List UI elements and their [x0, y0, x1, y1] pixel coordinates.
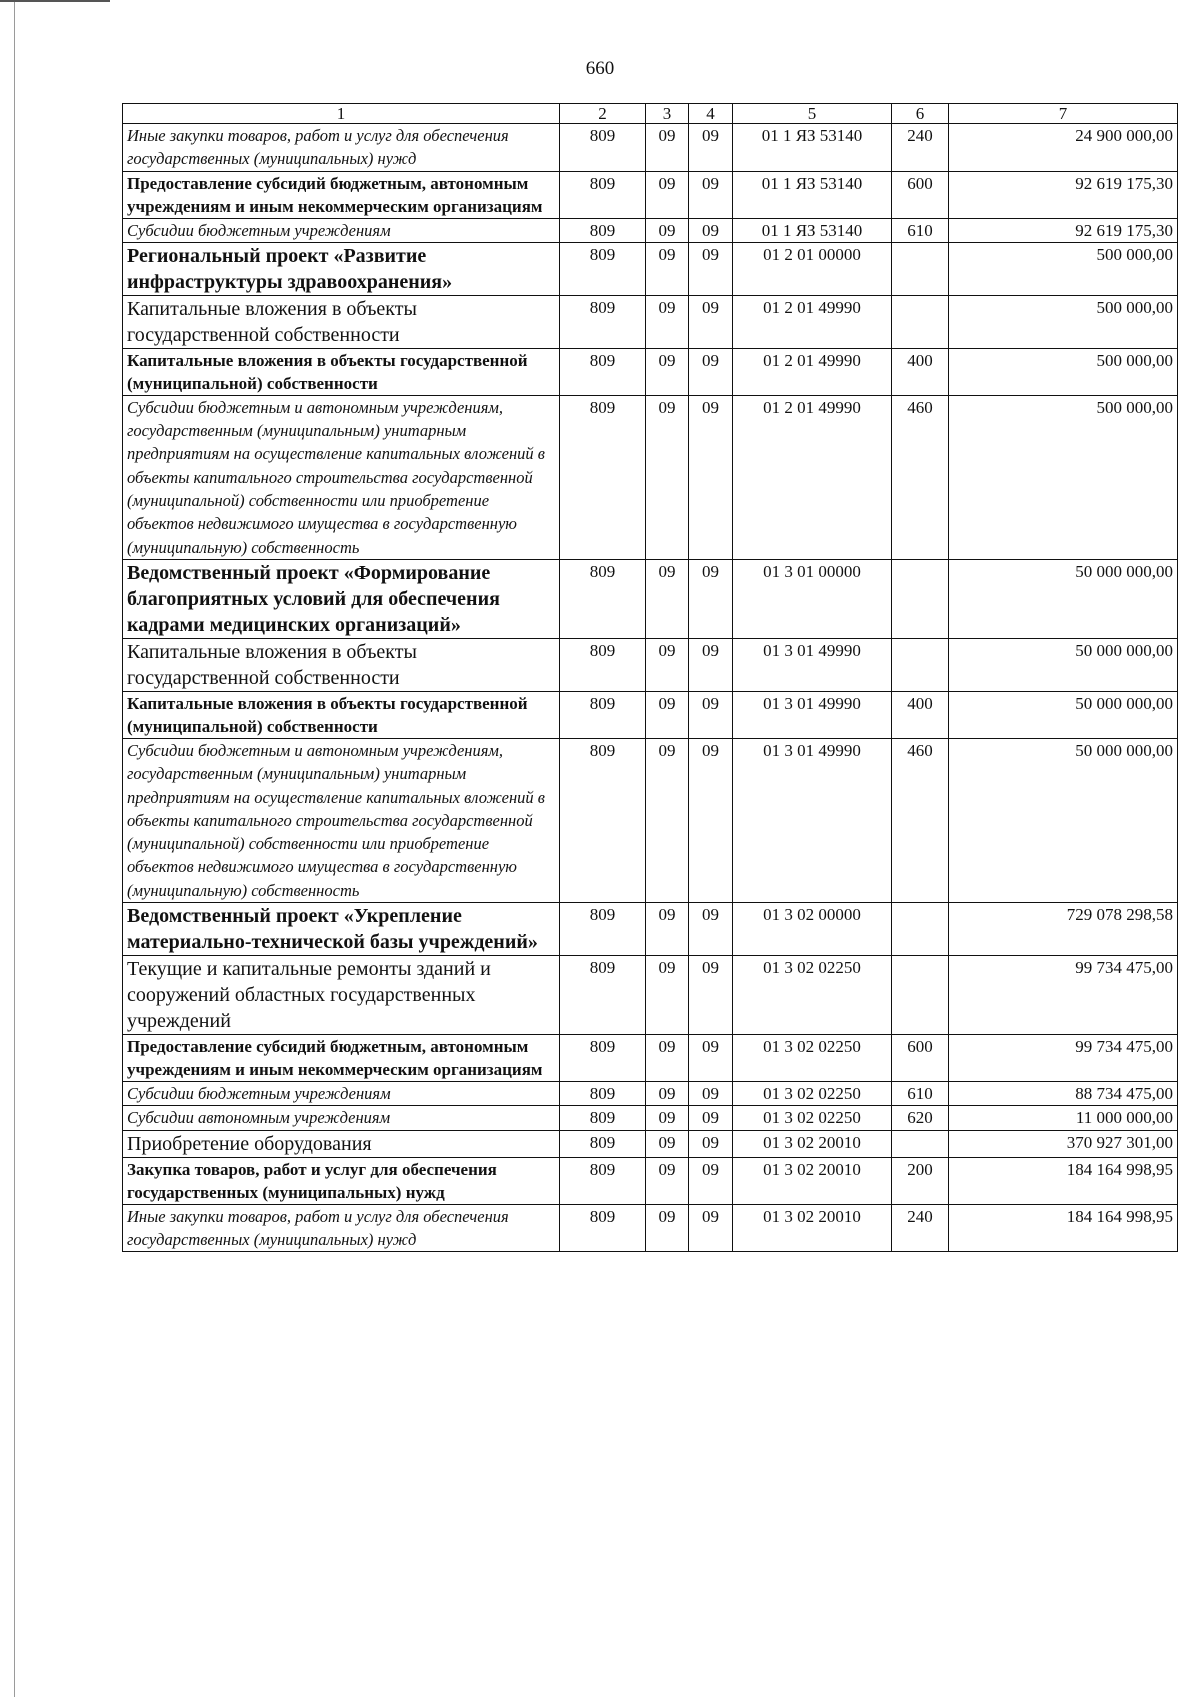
row-subsection2-cell: 09 [689, 738, 733, 902]
row-expense-type-cell: 600 [892, 171, 949, 218]
row-amount-cell: 370 927 301,00 [949, 1130, 1178, 1157]
row-section-cell: 809 [560, 691, 646, 738]
row-subsection-cell: 09 [646, 218, 689, 242]
row-target-code-cell: 01 2 01 49990 [733, 348, 892, 395]
row-section-cell: 809 [560, 218, 646, 242]
row-amount-cell: 500 000,00 [949, 242, 1178, 295]
table-row [123, 1157, 1178, 1204]
row-subsection-cell: 09 [646, 395, 689, 559]
row-name-cell: Субсидии бюджетным учреждениям [123, 1082, 560, 1106]
table-row [123, 1082, 1178, 1106]
row-subsection-cell: 09 [646, 1106, 689, 1130]
row-expense-type-cell: 400 [892, 348, 949, 395]
row-expense-type-cell: 600 [892, 1035, 949, 1082]
row-target-code-cell: 01 3 02 00000 [733, 903, 892, 956]
row-name-cell: Субсидии бюджетным и автономным учреждениям, государственным (муниципальным) унитарным предприятиям на осуществление капитальных вложений в объекты капитального строительства государственной (муниципальной) собственности или приобретение объектов недвижимого имущества в государственную (муниципальную) собственность [123, 395, 560, 559]
row-subsection2-cell: 09 [689, 1204, 733, 1252]
row-name-cell: Закупка товаров, работ и услуг для обеспечения государственных (муниципальных) нужд [123, 1157, 560, 1204]
row-amount-cell: 184 164 998,95 [949, 1204, 1178, 1252]
row-amount-cell: 50 000 000,00 [949, 559, 1178, 638]
header-cell-5: 5 [733, 104, 892, 124]
row-subsection2-cell: 09 [689, 295, 733, 348]
row-target-code-cell: 01 3 02 20010 [733, 1204, 892, 1252]
row-expense-type-cell: 240 [892, 1204, 949, 1252]
row-section-cell: 809 [560, 242, 646, 295]
row-subsection2-cell: 09 [689, 691, 733, 738]
row-name-cell: Ведомственный проект «Укрепление материально-технической базы учреждений» [123, 903, 560, 956]
row-target-code-cell: 01 3 02 02250 [733, 1106, 892, 1130]
row-subsection-cell: 09 [646, 1035, 689, 1082]
row-name-cell: Приобретение оборудования [123, 1130, 560, 1157]
row-amount-cell: 92 619 175,30 [949, 218, 1178, 242]
table-row [123, 638, 1178, 691]
table-row [123, 956, 1178, 1035]
row-name-cell: Предоставление субсидий бюджетным, автономным учреждениям и иным некоммерческим организациям [123, 171, 560, 218]
row-name-cell: Текущие и капитальные ремонты зданий и сооружений областных государственных учреждений [123, 956, 560, 1035]
row-subsection2-cell: 09 [689, 1130, 733, 1157]
table-row [123, 903, 1178, 956]
row-subsection-cell: 09 [646, 638, 689, 691]
row-subsection2-cell: 09 [689, 395, 733, 559]
row-target-code-cell: 01 3 02 20010 [733, 1157, 892, 1204]
table-row [123, 738, 1178, 902]
row-expense-type-cell [892, 295, 949, 348]
row-subsection-cell: 09 [646, 738, 689, 902]
row-subsection2-cell: 09 [689, 903, 733, 956]
row-target-code-cell: 01 3 02 02250 [733, 1082, 892, 1106]
row-expense-type-cell: 460 [892, 395, 949, 559]
row-expense-type-cell: 460 [892, 738, 949, 902]
row-section-cell: 809 [560, 348, 646, 395]
row-target-code-cell: 01 2 01 49990 [733, 395, 892, 559]
row-target-code-cell: 01 3 02 02250 [733, 1035, 892, 1082]
row-name-cell: Субсидии автономным учреждениям [123, 1106, 560, 1130]
row-name-cell: Субсидии бюджетным учреждениям [123, 218, 560, 242]
row-expense-type-cell: 400 [892, 691, 949, 738]
table-row [123, 295, 1178, 348]
table-row [123, 242, 1178, 295]
table-row [123, 395, 1178, 559]
row-subsection2-cell: 09 [689, 559, 733, 638]
row-target-code-cell: 01 3 01 49990 [733, 691, 892, 738]
row-subsection2-cell: 09 [689, 638, 733, 691]
row-subsection2-cell: 09 [689, 218, 733, 242]
table-row [123, 559, 1178, 638]
row-subsection2-cell: 09 [689, 1082, 733, 1106]
budget-table [122, 103, 1178, 1252]
row-subsection-cell: 09 [646, 691, 689, 738]
table-row [123, 171, 1178, 218]
row-subsection2-cell: 09 [689, 242, 733, 295]
row-amount-cell: 500 000,00 [949, 348, 1178, 395]
row-subsection-cell: 09 [646, 295, 689, 348]
row-section-cell: 809 [560, 559, 646, 638]
row-amount-cell: 99 734 475,00 [949, 956, 1178, 1035]
row-subsection2-cell: 09 [689, 1035, 733, 1082]
row-subsection-cell: 09 [646, 1082, 689, 1106]
row-expense-type-cell [892, 559, 949, 638]
row-amount-cell: 88 734 475,00 [949, 1082, 1178, 1106]
scan-edge-left [14, 0, 15, 1697]
row-subsection2-cell: 09 [689, 1106, 733, 1130]
row-section-cell: 809 [560, 1035, 646, 1082]
header-cell-7: 7 [949, 104, 1178, 124]
row-subsection-cell: 09 [646, 242, 689, 295]
row-subsection2-cell: 09 [689, 348, 733, 395]
row-expense-type-cell: 610 [892, 1082, 949, 1106]
row-expense-type-cell [892, 1130, 949, 1157]
row-name-cell: Капитальные вложения в объекты государственной собственности [123, 638, 560, 691]
row-section-cell: 809 [560, 124, 646, 172]
row-name-cell: Капитальные вложения в объекты государственной (муниципальной) собственности [123, 348, 560, 395]
row-subsection-cell: 09 [646, 171, 689, 218]
row-subsection-cell: 09 [646, 956, 689, 1035]
row-expense-type-cell [892, 956, 949, 1035]
row-section-cell: 809 [560, 1082, 646, 1106]
row-section-cell: 809 [560, 171, 646, 218]
row-name-cell: Иные закупки товаров, работ и услуг для обеспечения государственных (муниципальных) нужд [123, 1204, 560, 1252]
row-subsection-cell: 09 [646, 1204, 689, 1252]
table-row [123, 691, 1178, 738]
row-target-code-cell: 01 2 01 00000 [733, 242, 892, 295]
scan-edge-top [0, 0, 110, 2]
row-name-cell: Ведомственный проект «Формирование благоприятных условий для обеспечения кадрами медицинских организаций» [123, 559, 560, 638]
table-row [123, 218, 1178, 242]
row-expense-type-cell: 620 [892, 1106, 949, 1130]
table-row [123, 348, 1178, 395]
row-name-cell: Капитальные вложения в объекты государственной собственности [123, 295, 560, 348]
row-section-cell: 809 [560, 903, 646, 956]
row-target-code-cell: 01 1 ЯЗ 53140 [733, 171, 892, 218]
row-section-cell: 809 [560, 395, 646, 559]
row-subsection-cell: 09 [646, 1130, 689, 1157]
row-section-cell: 809 [560, 1130, 646, 1157]
header-row [123, 104, 1178, 124]
header-cell-3: 3 [646, 104, 689, 124]
row-amount-cell: 11 000 000,00 [949, 1106, 1178, 1130]
row-amount-cell: 24 900 000,00 [949, 124, 1178, 172]
row-amount-cell: 500 000,00 [949, 395, 1178, 559]
row-name-cell: Региональный проект «Развитие инфраструктуры здравоохранения» [123, 242, 560, 295]
row-subsection-cell: 09 [646, 903, 689, 956]
row-name-cell: Предоставление субсидий бюджетным, автономным учреждениям и иным некоммерческим организациям [123, 1035, 560, 1082]
row-section-cell: 809 [560, 956, 646, 1035]
row-amount-cell: 50 000 000,00 [949, 638, 1178, 691]
row-subsection-cell: 09 [646, 559, 689, 638]
row-subsection-cell: 09 [646, 124, 689, 172]
row-section-cell: 809 [560, 1106, 646, 1130]
row-section-cell: 809 [560, 738, 646, 902]
row-subsection2-cell: 09 [689, 171, 733, 218]
row-subsection2-cell: 09 [689, 956, 733, 1035]
header-cell-1: 1 [123, 104, 560, 124]
table-row [123, 1130, 1178, 1157]
row-name-cell: Субсидии бюджетным и автономным учреждениям, государственным (муниципальным) унитарным предприятиям на осуществление капитальных вложений в объекты капитального строительства государственной (муниципальной) собственности или приобретение объектов недвижимого имущества в государственную (муниципальную) собственность [123, 738, 560, 902]
row-expense-type-cell: 610 [892, 218, 949, 242]
row-amount-cell: 500 000,00 [949, 295, 1178, 348]
row-amount-cell: 99 734 475,00 [949, 1035, 1178, 1082]
row-section-cell: 809 [560, 1204, 646, 1252]
header-cell-2: 2 [560, 104, 646, 124]
row-target-code-cell: 01 1 ЯЗ 53140 [733, 124, 892, 172]
row-subsection-cell: 09 [646, 1157, 689, 1204]
row-expense-type-cell: 200 [892, 1157, 949, 1204]
row-section-cell: 809 [560, 638, 646, 691]
row-subsection2-cell: 09 [689, 124, 733, 172]
row-amount-cell: 729 078 298,58 [949, 903, 1178, 956]
table-row [123, 1106, 1178, 1130]
row-expense-type-cell [892, 242, 949, 295]
row-target-code-cell: 01 3 01 49990 [733, 638, 892, 691]
row-section-cell: 809 [560, 295, 646, 348]
row-amount-cell: 50 000 000,00 [949, 691, 1178, 738]
row-expense-type-cell: 240 [892, 124, 949, 172]
row-target-code-cell: 01 3 02 02250 [733, 956, 892, 1035]
row-expense-type-cell [892, 638, 949, 691]
row-amount-cell: 92 619 175,30 [949, 171, 1178, 218]
row-target-code-cell: 01 1 ЯЗ 53140 [733, 218, 892, 242]
row-amount-cell: 184 164 998,95 [949, 1157, 1178, 1204]
header-cell-4: 4 [689, 104, 733, 124]
row-target-code-cell: 01 3 01 00000 [733, 559, 892, 638]
row-subsection-cell: 09 [646, 348, 689, 395]
row-target-code-cell: 01 3 02 20010 [733, 1130, 892, 1157]
row-amount-cell: 50 000 000,00 [949, 738, 1178, 902]
header-cell-6: 6 [892, 104, 949, 124]
row-target-code-cell: 01 3 01 49990 [733, 738, 892, 902]
page-number: 660 [585, 58, 615, 79]
row-name-cell: Иные закупки товаров, работ и услуг для обеспечения государственных (муниципальных) нужд [123, 124, 560, 172]
table-row [123, 124, 1178, 172]
row-target-code-cell: 01 2 01 49990 [733, 295, 892, 348]
table-row [123, 1035, 1178, 1082]
row-subsection2-cell: 09 [689, 1157, 733, 1204]
row-section-cell: 809 [560, 1157, 646, 1204]
row-name-cell: Капитальные вложения в объекты государственной (муниципальной) собственности [123, 691, 560, 738]
table-row [123, 1204, 1178, 1252]
row-expense-type-cell [892, 903, 949, 956]
